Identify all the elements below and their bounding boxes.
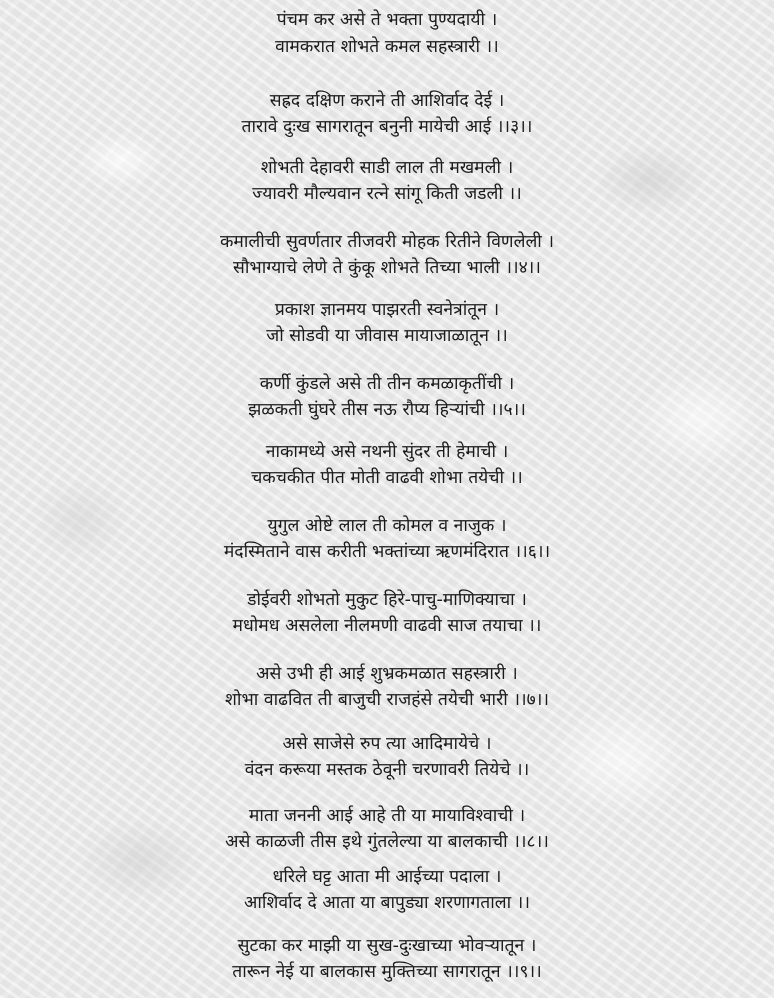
poem-line: जो सोडवी या जीवास मायाजाळातून ।। [266, 326, 508, 346]
poem-line: चकचकीत पीत मोती वाढवी शोभा तयेची ।। [251, 468, 523, 488]
poem-line: तारावे दुःख सागरातून बनुनी मायेची आई ।।३।। [241, 117, 533, 137]
poem-line: झळकती घुंघरे तीस नऊ रौप्य हिऱ्यांची ।।५।। [248, 400, 526, 420]
poem-line: शोभा वाढवित ती बाजुची राजहंसे तयेची भारी ।।७।। [225, 690, 549, 710]
poem-line: नाकामध्ये असे नथनी सुंदर ती हेमाची । [265, 442, 509, 462]
poem-line: शोभती देहावरी साडी लाल ती मखमली । [260, 158, 514, 178]
poem-line: माता जननी आई आहे ती या मायाविश्वाची । [248, 806, 526, 826]
poem-line: असे काळजी तीस इथे गुंतलेल्या या बालकाची ।।८।। [225, 832, 549, 852]
poem-line: असे उभी ही आई शुभ्रकमळात सहस्त्रारी । [256, 664, 518, 684]
poem-line: असे साजेसे रुप त्या आदिमायेचे । [282, 734, 492, 754]
poem-line: वामकरात शोभते कमल सहस्त्रारी ।। [275, 37, 499, 57]
poem-line: सुटका कर माझी या सुख-दुःखाच्या भोवऱ्यातून । [237, 936, 537, 956]
poem-line: ज्यावरी मौल्यवान रत्ने सांगू किती जडली ।। [252, 184, 522, 204]
poem-line: आशिर्वाद दे आता या बापुड्या शरणागताला ।। [244, 893, 530, 913]
poem-line: कर्णी कुंडले असे ती तीन कमळाकृतींची । [259, 374, 515, 394]
poem-line: वंदन करूया मस्तक ठेवूनी चरणावरी तियेचे ।। [244, 760, 530, 780]
poem-line: धरिले घट्ट आता मी आईच्या पदाला । [272, 867, 502, 887]
poem-line: पंचम कर असे ते भक्ता पुण्यदायी । [276, 10, 498, 30]
poem-line: सह्रद दक्षिण कराने ती आशिर्वाद देई । [269, 91, 505, 111]
poem-line: युगुल ओष्टे लाल ती कोमल व नाजुक । [267, 516, 507, 536]
poem-line: मंदस्मिताने वास करीती भक्तांच्या ऋणमंदिरात ।।६।। [223, 542, 551, 562]
poem-line: तारून नेई या बालकास मुक्तिच्या सागरातून ।।९।। [232, 962, 542, 982]
poem-line: सौभाग्याचे लेणे ते कुंकू शोभते तिच्या भाली ।।४।। [233, 258, 541, 278]
poem-line: प्रकाश ज्ञानमय पाझरती स्वनेत्रांतून । [274, 300, 500, 320]
poem-line: कमालीची सुवर्णतार तीजवरी मोहक रितीने विणलेली । [219, 232, 555, 252]
poem-line: मधोमध असलेला नीलमणी वाढवी साज तयाचा ।। [232, 616, 542, 636]
poem-line: डोईवरी शोभतो मुकुट हिरे-पाचु-माणिक्याचा । [247, 590, 527, 610]
